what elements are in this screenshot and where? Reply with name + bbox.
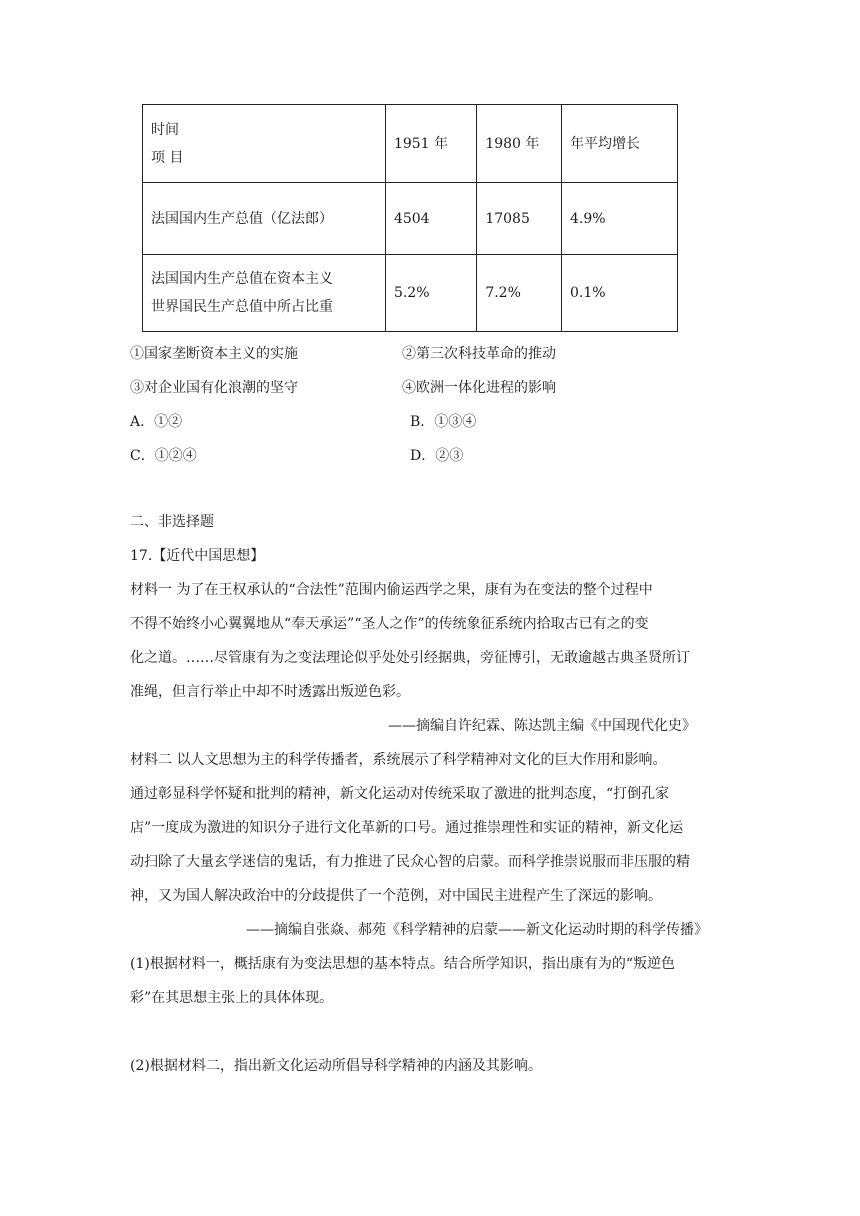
choice-d: D．②③ — [410, 448, 464, 464]
question-2: (2)根据材料二，指出新文化运动所倡导科学精神的内涵及其影响。 — [130, 1058, 542, 1074]
row-1980: 7.2% — [477, 255, 562, 332]
statement-4: ④欧洲一体化进程的影响 — [402, 380, 556, 396]
row-item-line: 法国国内生产总值在资本主义 — [151, 271, 333, 287]
material2-line: 材料二 以人文思想为主的科学传播者，系统展示了科学精神对文化的巨大作用和影响。 — [130, 752, 667, 768]
row-1951: 5.2% — [385, 255, 476, 332]
choice-c: C．①②④ — [130, 448, 197, 464]
material2-line: 通过彰显科学怀疑和批判的精神，新文化运动对传统采取了激进的批判态度，“打倒孔家 — [130, 786, 670, 802]
material1-line: 化之道。……尽管康有为之变法理论似乎处处引经据典，旁征博引，无敢逾越古典圣贤所订 — [130, 650, 690, 666]
row-item — [143, 255, 386, 332]
row-growth: 4.9% — [561, 183, 677, 255]
question-1-line: (1)根据材料一，概括康有为变法思想的基本特点。结合所学知识，指出康有为的“叛逆色 — [130, 956, 675, 972]
material2-line: 动扫除了大量玄学迷信的鬼话，有力推进了民众心智的启蒙。而科学推崇说服而非压服的精 — [130, 854, 690, 870]
gdp-table — [142, 104, 678, 332]
row-1951: 4504 — [385, 183, 476, 255]
question-17-title: 17.【近代中国思想】 — [130, 548, 265, 564]
statement-1: ①国家垄断资本主义的实施 — [130, 346, 298, 362]
material2-line: 神，又为国人解决政治中的分歧提供了一个范例，对中国民主进程产生了深远的影响。 — [130, 888, 662, 904]
header-corner-cell — [143, 105, 386, 183]
row-growth: 0.1% — [561, 255, 677, 332]
material1-line: 材料一 为了在王权承认的“合法性”范围内偷运西学之果，康有为在变法的整个过程中 — [130, 582, 653, 598]
table-row — [143, 255, 678, 332]
header-1951: 1951 年 — [385, 105, 476, 183]
statement-2: ②第三次科技革命的推动 — [402, 346, 556, 362]
header-item-label: 项 目 — [151, 149, 184, 166]
table-header-row — [143, 105, 678, 183]
material2-source: ——摘编自张焱、郝苑《科学精神的启蒙——新文化运动时期的科学传播》 — [246, 922, 708, 938]
table-row — [143, 183, 678, 255]
row-item-line: 世界国民生产总值中所占比重 — [151, 299, 333, 315]
header-growth: 年平均增长 — [561, 105, 677, 183]
choice-b: B．①③④ — [410, 414, 477, 430]
row-1980: 17085 — [477, 183, 562, 255]
header-1980: 1980 年 — [477, 105, 562, 183]
header-time-label: 时间 — [151, 121, 179, 138]
row-item: 法国国内生产总值（亿法郎） — [143, 183, 386, 255]
section-title: 二、非选择题 — [130, 514, 214, 530]
material1-line: 不得不始终小心翼翼地从“奉天承运”“圣人之作”的传统象征系统内拾取古已有之的变 — [130, 616, 649, 632]
material1-line: 准绳，但言行举止中却不时透露出叛逆色彩。 — [130, 684, 410, 700]
material1-source: ——摘编自许纪霖、陈达凯主编《中国现代化史》 — [388, 718, 696, 734]
statement-3: ③对企业国有化浪潮的坚守 — [130, 380, 298, 396]
material2-line: 店”一度成为激进的知识分子进行文化革新的口号。通过推崇理性和实证的精神，新文化运 — [130, 820, 684, 836]
choice-a: A．①② — [130, 414, 183, 430]
question-1-line: 彩”在其思想主张上的具体体现。 — [130, 990, 334, 1006]
